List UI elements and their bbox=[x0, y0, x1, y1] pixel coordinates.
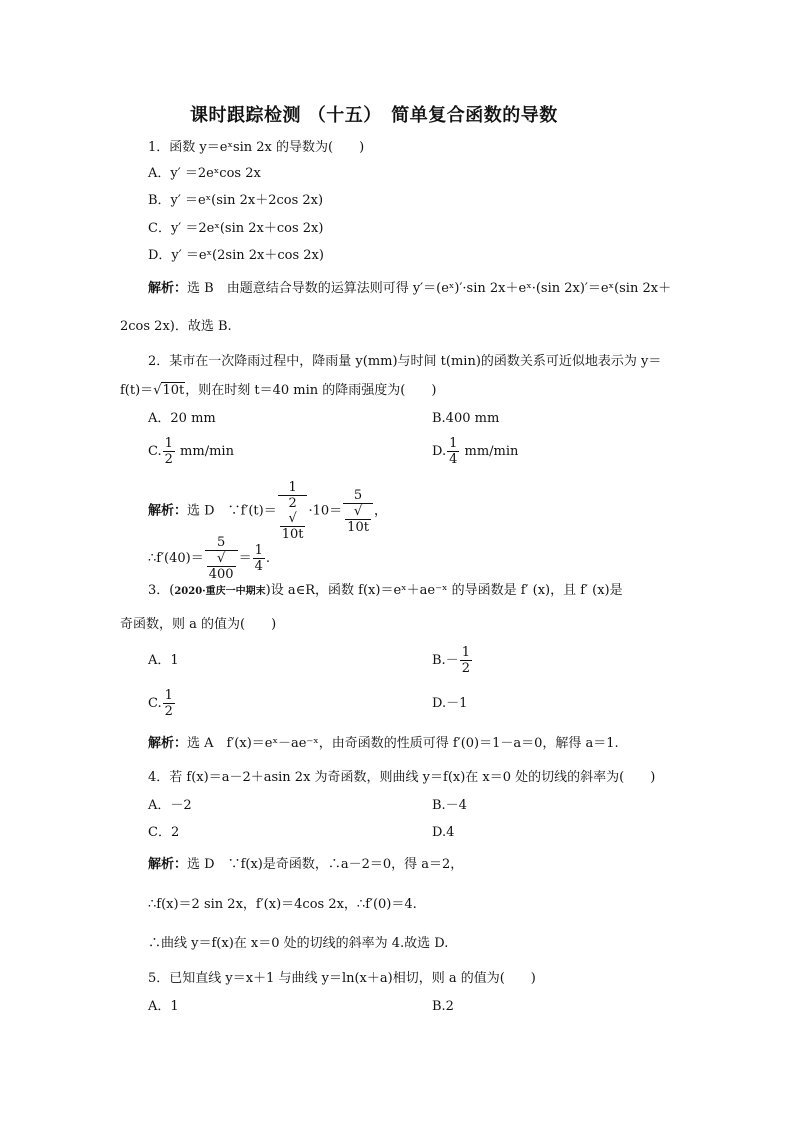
q1-analysis-line-2: 2cos 2x)．故选 B. bbox=[120, 319, 232, 334]
q1-analysis-label: 解析： bbox=[148, 281, 188, 296]
q2-option-d-prefix: D. bbox=[432, 444, 447, 459]
q4-analysis-line-3: ∴曲线 y＝f(x)在 x＝0 处的切线的斜率为 4.故选 D. bbox=[148, 936, 449, 951]
fraction-numerator: 1 bbox=[278, 480, 308, 496]
q4-option-d: D.4 bbox=[432, 825, 455, 840]
q2-analysis-fraction-2 bbox=[343, 488, 373, 535]
q4-option-c: C．2 bbox=[148, 825, 180, 840]
q5-stem: 5．已知直线 y＝x＋1 与曲线 y＝ln(x＋a)相切，则 a 的值为( ) bbox=[148, 971, 536, 986]
q3-option-b-fraction bbox=[460, 645, 472, 676]
q1-option-a: A．y′ ＝2eˣcos 2x bbox=[148, 166, 261, 181]
q2-root-expr: 10t bbox=[162, 383, 185, 398]
q2-analysis-line-1 bbox=[148, 480, 387, 542]
q2-analysis-text: ∴f′(40)＝ bbox=[148, 551, 204, 566]
q2-analysis-text: ， bbox=[373, 503, 387, 519]
fraction-denominator: 2 bbox=[164, 452, 173, 467]
q3-option-d: D.－1 bbox=[432, 696, 468, 711]
q2-analysis-text: ＝ bbox=[238, 551, 252, 566]
q2-analysis-line-2 bbox=[148, 535, 270, 582]
fraction-numerator: 1 bbox=[164, 688, 173, 703]
q3-stem-line-2: 奇函数，则 a 的值为( ) bbox=[120, 617, 277, 632]
q3-option-c-prefix: C. bbox=[148, 696, 162, 711]
q2-stem-tail: ，则在时刻 t＝40 min 的降雨强度为( ) bbox=[185, 383, 437, 398]
q3-option-c bbox=[148, 688, 176, 719]
q4-option-b: B.－4 bbox=[432, 798, 467, 813]
q2-option-d bbox=[432, 436, 518, 467]
q2-analysis-fraction-1 bbox=[278, 480, 308, 542]
q2-option-d-unit: mm/min bbox=[464, 444, 519, 459]
fraction-numerator: 5 bbox=[343, 488, 373, 504]
q3-analysis bbox=[148, 735, 619, 753]
fraction-numerator: 1 bbox=[164, 436, 173, 451]
q3-analysis-text: 选 A f′(x)＝eˣ－ae⁻ˣ，由奇函数的性质可得 f′(0)＝1－a＝0，解得 a＝1. bbox=[187, 736, 619, 751]
q3-option-c-fraction bbox=[163, 688, 175, 719]
fraction-denominator: 4 bbox=[254, 559, 263, 574]
q2-analysis-text: 选 D ∵f′(t)＝ bbox=[187, 503, 277, 519]
q2-analysis-text: . bbox=[265, 551, 270, 566]
q2-analysis-text: ·10＝ bbox=[308, 503, 343, 519]
q5-option-b: B.2 bbox=[432, 999, 454, 1014]
q1-option-d: D．y′ ＝eˣ(2sin 2x＋cos 2x) bbox=[148, 248, 324, 263]
q2-function-text: f(t)＝ bbox=[120, 383, 154, 398]
fraction-denominator: √ 400 bbox=[208, 551, 234, 582]
fraction-numerator: 1 bbox=[461, 645, 470, 660]
q2-option-a: A．20 mm bbox=[148, 411, 216, 426]
q3-source-tag: 2020·重庆一中期末 bbox=[174, 586, 266, 597]
q2-stem-line-1: 2．某市在一次降雨过程中，降雨量 y(mm)与时间 t(min)的函数关系可近似地表示为 y＝ bbox=[148, 354, 662, 369]
q2-stem-line-2: f(t)＝√10t，则在时刻 t＝40 min 的降雨强度为( ) bbox=[120, 383, 437, 398]
fraction-denominator: 2 bbox=[164, 704, 173, 719]
q4-analysis-label: 解析： bbox=[148, 857, 188, 872]
q3-stem-text: 3．( bbox=[148, 583, 175, 598]
q5-option-a: A．1 bbox=[148, 999, 179, 1014]
q4-analysis-text: 选 D ∵f(x)是奇函数，∴a－2＝0，得 a＝2， bbox=[187, 857, 464, 872]
q3-option-b bbox=[432, 645, 473, 676]
q2-analysis-fraction-3 bbox=[205, 535, 238, 582]
fraction-denominator: 4 bbox=[449, 452, 458, 467]
q4-analysis-line-1 bbox=[148, 856, 463, 874]
page-title: 课时跟踪检测 （十五） 简单复合函数的导数 bbox=[190, 105, 558, 126]
q3-option-b-prefix: B.－ bbox=[432, 653, 459, 668]
denominator-coefficient: 2 bbox=[288, 496, 297, 511]
fraction-denominator: 2 bbox=[461, 661, 470, 676]
q2-option-c-prefix: C. bbox=[148, 444, 162, 459]
fraction-denominator: √ 10t bbox=[347, 503, 369, 535]
q2-analysis-label: 解析： bbox=[148, 503, 188, 519]
fraction-denominator: 2 √ 10t bbox=[281, 496, 304, 542]
q4-option-a: A．－2 bbox=[148, 798, 192, 813]
denominator-root: 10t bbox=[347, 519, 369, 535]
q3-option-a: A．1 bbox=[148, 653, 179, 668]
q1-analysis-text: 选 B 由题意结合导数的运算法则可得 y′＝(eˣ)′·sin 2x＋eˣ·(sin 2x)′＝eˣ(sin 2x＋ bbox=[187, 281, 672, 296]
q4-analysis-line-2: ∴f(x)＝2 sin 2x，f′(x)＝4cos 2x，∴f′(0)＝4. bbox=[148, 897, 417, 912]
denominator-root: 10t bbox=[281, 527, 304, 542]
fraction-numerator: 1 bbox=[449, 436, 458, 451]
q3-stem-text: )设 a∈R，函数 f(x)＝eˣ＋ae⁻ˣ 的导函数是 f′ (x)，且 f′ (x)是 bbox=[265, 583, 623, 598]
q2-analysis-fraction-4 bbox=[253, 543, 265, 574]
q2-option-c-unit: mm/min bbox=[180, 444, 234, 459]
q2-option-c-fraction bbox=[163, 436, 175, 467]
q3-stem-line-1 bbox=[148, 582, 623, 601]
q3-analysis-label: 解析： bbox=[148, 736, 188, 751]
q2-option-d-fraction bbox=[447, 436, 459, 467]
q1-option-c: C．y′ ＝2eˣ(sin 2x＋cos 2x) bbox=[148, 221, 324, 236]
fraction-numerator: 1 bbox=[254, 543, 263, 558]
q1-stem: 1．函数 y＝eˣsin 2x 的导数为( ) bbox=[148, 140, 365, 155]
q2-option-b: B.400 mm bbox=[432, 411, 500, 426]
q1-option-b: B．y′ ＝eˣ(sin 2x＋2cos 2x) bbox=[148, 193, 324, 208]
fraction-numerator: 5 bbox=[205, 535, 238, 551]
denominator-root: 400 bbox=[208, 567, 234, 582]
q2-option-c bbox=[148, 436, 234, 467]
q4-stem: 4．若 f(x)＝a－2＋asin 2x 为奇函数，则曲线 y＝f(x)在 x＝0 处的切线的斜率为( ) bbox=[148, 770, 656, 785]
q1-analysis-line-1 bbox=[148, 280, 671, 298]
